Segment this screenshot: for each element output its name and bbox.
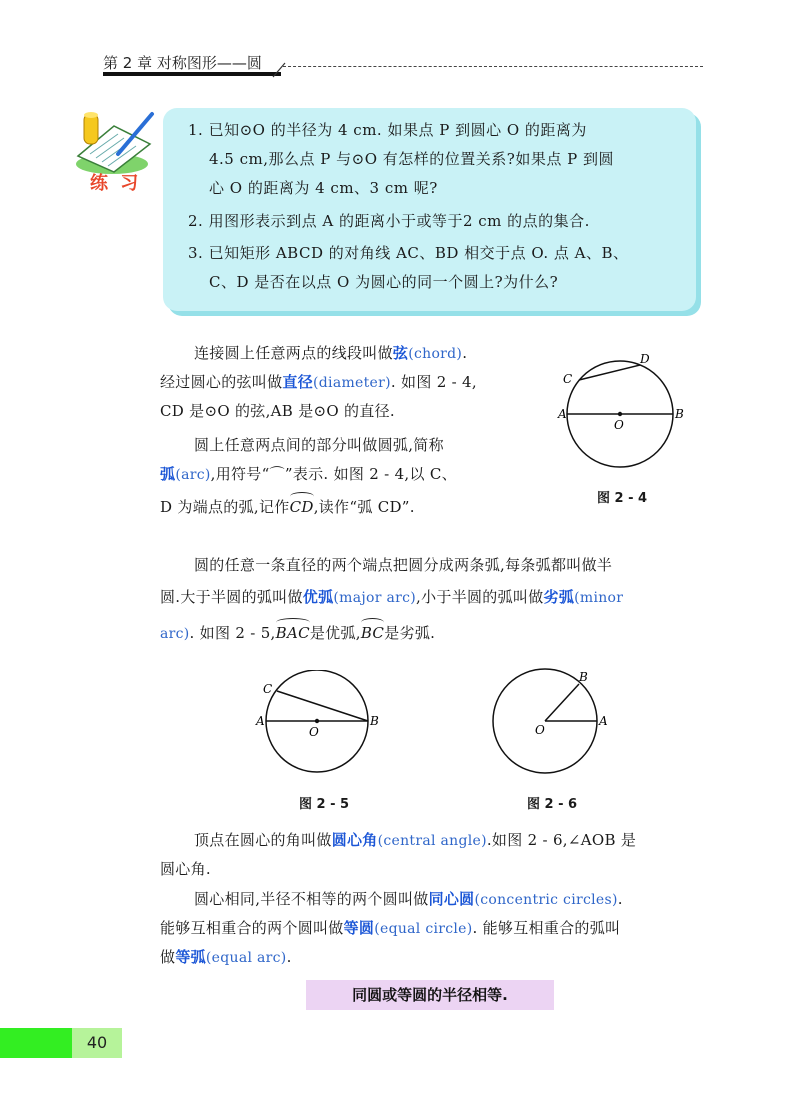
arc-def-2: 弧(arc),用符号“⌒”表示. 如图 2 - 4,以 C、 — [160, 465, 457, 483]
fig24-label-a: A — [558, 407, 567, 421]
page-number: 40 — [72, 1028, 122, 1058]
exercise-line-5: 3. 已知矩形 ABCD 的对角线 AC、BD 相交于点 O. 点 A、B、 — [188, 244, 629, 262]
fig24-label-o: O — [614, 418, 624, 432]
chord-def: 连接圆上任意两点的线段叫做弦(chord). — [194, 344, 468, 362]
kw-major-arc: 优弧 — [302, 588, 334, 606]
fig24-label-c: C — [563, 372, 573, 386]
exercise-line-6: C、D 是否在以点 O 为圆心的同一个圆上?为什么? — [209, 273, 559, 291]
diameter-def: 经过圆心的弦叫做直径(diameter). 如图 2 - 4, — [160, 373, 477, 391]
kw-equal-circle: 等圆 — [343, 919, 375, 937]
exercise-line-4: 2. 用图形表示到点 A 的距离小于或等于2 cm 的点的集合. — [188, 212, 590, 230]
central-angle-def: 顶点在圆心的角叫做圆心角(central angle).如图 2 - 6,∠AOB 是 — [194, 831, 637, 849]
fig25-label-a: A — [256, 714, 265, 728]
major-minor-example: arc). 如图 2 - 5, BAC是优弧, BC是劣弧. — [160, 619, 435, 649]
kw-central-angle: 圆心角 — [331, 831, 378, 849]
header-slash — [271, 61, 287, 79]
semicircle-def: 圆的任意一条直径的两个端点把圆分成两条弧,每条弧都叫做半 — [194, 556, 613, 574]
fig24-label-d: D — [640, 352, 650, 366]
cd-ab-sentence: CD 是⊙O 的弦,AB 是⊙O 的直径. — [160, 402, 395, 420]
arc-bac-notation: BAC — [276, 624, 310, 642]
fig26-label-a: A — [599, 714, 608, 728]
equal-arc-def: 做等弧(equal arc). — [160, 948, 292, 966]
fig24-label-b: B — [675, 407, 684, 421]
figure-2-6 — [485, 668, 625, 788]
figure-2-5 — [250, 670, 390, 790]
central-angle-end: 圆心角. — [160, 860, 211, 878]
arc-cd-notation: CD — [290, 498, 314, 516]
arc-bc-notation: BC — [361, 624, 384, 642]
exercise-label: 练 习 — [90, 173, 142, 194]
header-dashed-rule — [283, 66, 703, 67]
exercise-line-3: 心 O 的距离为 4 cm、3 cm 呢? — [209, 179, 438, 197]
fig25-label-o: O — [309, 725, 319, 739]
chapter-header: 第 2 章 对称图形——圆 — [103, 54, 262, 72]
exercise-line-2: 4.5 cm,那么点 P 与⊙O 有怎样的位置关系?如果点 P 到圆 — [209, 150, 614, 168]
fig26-label-b: B — [579, 670, 588, 684]
kw-concentric: 同心圆 — [428, 890, 475, 908]
equal-circle-def: 能够互相重合的两个圆叫做等圆(equal circle). 能够互相重合的弧叫 — [160, 919, 621, 937]
kw-minor-arc: 劣弧 — [543, 588, 575, 606]
fig26-caption: 图 2 - 6 — [527, 797, 578, 812]
concentric-def: 圆心相同,半径不相等的两个圆叫做同心圆(concentric circles). — [194, 890, 623, 908]
fig25-label-c: C — [263, 682, 273, 696]
fig25-caption: 图 2 - 5 — [299, 797, 350, 812]
kw-chord: 弦 — [392, 344, 409, 362]
exercise-line-1: 1. 已知⊙O 的半径为 4 cm. 如果点 P 到圆心 O 的距离为 — [188, 121, 587, 139]
kw-equal-arc: 等弧 — [175, 948, 206, 966]
fig24-caption: 图 2 - 4 — [597, 491, 648, 506]
fig26-label-o: O — [535, 723, 545, 737]
header-underline — [103, 72, 281, 76]
fig25-label-b: B — [370, 714, 379, 728]
figure-2-4 — [552, 350, 692, 490]
major-minor-def: 圆.大于半圆的弧叫做优弧(major arc),小于半圆的弧叫做劣弧(minor — [160, 588, 624, 606]
kw-diameter: 直径 — [282, 373, 314, 391]
summary-box: 同圆或等圆的半径相等. — [306, 980, 554, 1010]
arc-cd-sentence: D 为端点的弧,记作 CD,读作“弧 CD”. — [160, 493, 415, 522]
arc-def: 圆上任意两点间的部分叫做圆弧,简称 — [194, 436, 444, 454]
kw-arc: 弧 — [160, 465, 176, 483]
